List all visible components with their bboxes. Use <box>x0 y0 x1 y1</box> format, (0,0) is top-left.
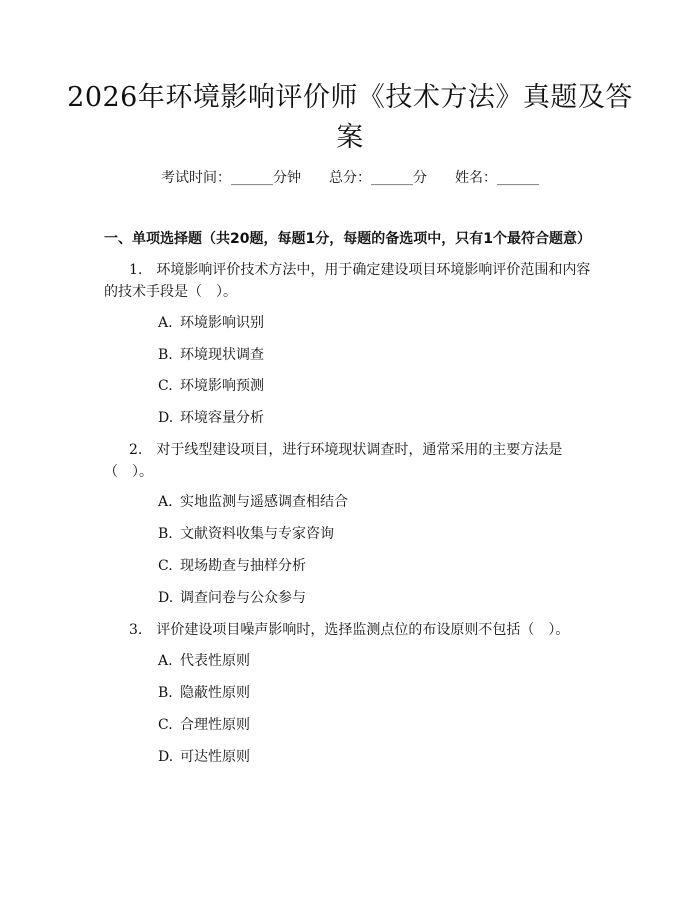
option-text: 代表性原则 <box>180 653 250 669</box>
question-2-option-a <box>158 492 348 512</box>
option-text: 环境现状调查 <box>180 347 264 363</box>
question-3-option-c <box>158 715 250 735</box>
question-1-option-d <box>158 408 264 428</box>
option-letter: A. <box>158 494 173 510</box>
exam-info-line <box>0 168 700 188</box>
option-text: 环境影响预测 <box>180 378 264 394</box>
option-letter: B. <box>158 526 173 542</box>
question-1-text: 1. 环境影响评价技术方法中，用于确定建设项目环境影响评价范围和内容的技术手段是（ ）。 <box>104 262 591 300</box>
question-1-option-b <box>158 345 264 365</box>
option-letter: A. <box>158 653 173 669</box>
question-1-option-a <box>158 313 264 333</box>
section-heading: 一、单项选择题（共20题，每题1分，每题的备选项中，只有1个最符合题意） <box>104 231 591 247</box>
total-score-field: 总分：______分 <box>329 170 427 186</box>
option-text: 隐蔽性原则 <box>180 685 250 701</box>
option-text: 调查问卷与公众参与 <box>180 590 306 606</box>
option-text: 环境影响识别 <box>180 315 264 331</box>
document-title: 2026年环境影响评价师《技术方法》真题及答案 <box>67 82 633 153</box>
exam-time-field: 考试时间：______分钟 <box>161 170 301 186</box>
option-text: 可达性原则 <box>180 749 250 765</box>
question-3-option-b <box>158 683 250 703</box>
name-field: 姓名：______ <box>455 170 539 186</box>
question-1-option-c <box>158 376 264 396</box>
option-letter: C. <box>158 717 173 733</box>
question-2-text: 2. 对于线型建设项目，进行环境现状调查时，通常采用的主要方法是（ ）。 <box>104 442 563 480</box>
option-text: 实地监测与遥感调查相结合 <box>180 494 348 510</box>
option-letter: D. <box>158 590 174 606</box>
question-2-option-c <box>158 556 306 576</box>
question-3-option-a <box>158 651 250 671</box>
question-3-option-d <box>158 747 250 767</box>
option-text: 文献资料收集与专家咨询 <box>180 526 334 542</box>
option-letter: D. <box>158 749 174 765</box>
option-letter: B. <box>158 685 173 701</box>
question-2-option-b <box>158 524 334 544</box>
option-letter: B. <box>158 347 173 363</box>
option-text: 合理性原则 <box>180 717 250 733</box>
question-3-text: 3. 评价建设项目噪声影响时，选择监测点位的布设原则不包括（ ）。 <box>129 622 570 638</box>
question-2-option-d <box>158 588 306 608</box>
option-letter: C. <box>158 378 173 394</box>
option-text: 现场勘查与抽样分析 <box>180 558 306 574</box>
option-letter: D. <box>158 410 174 426</box>
option-letter: C. <box>158 558 173 574</box>
option-text: 环境容量分析 <box>180 410 264 426</box>
option-letter: A. <box>158 315 173 331</box>
